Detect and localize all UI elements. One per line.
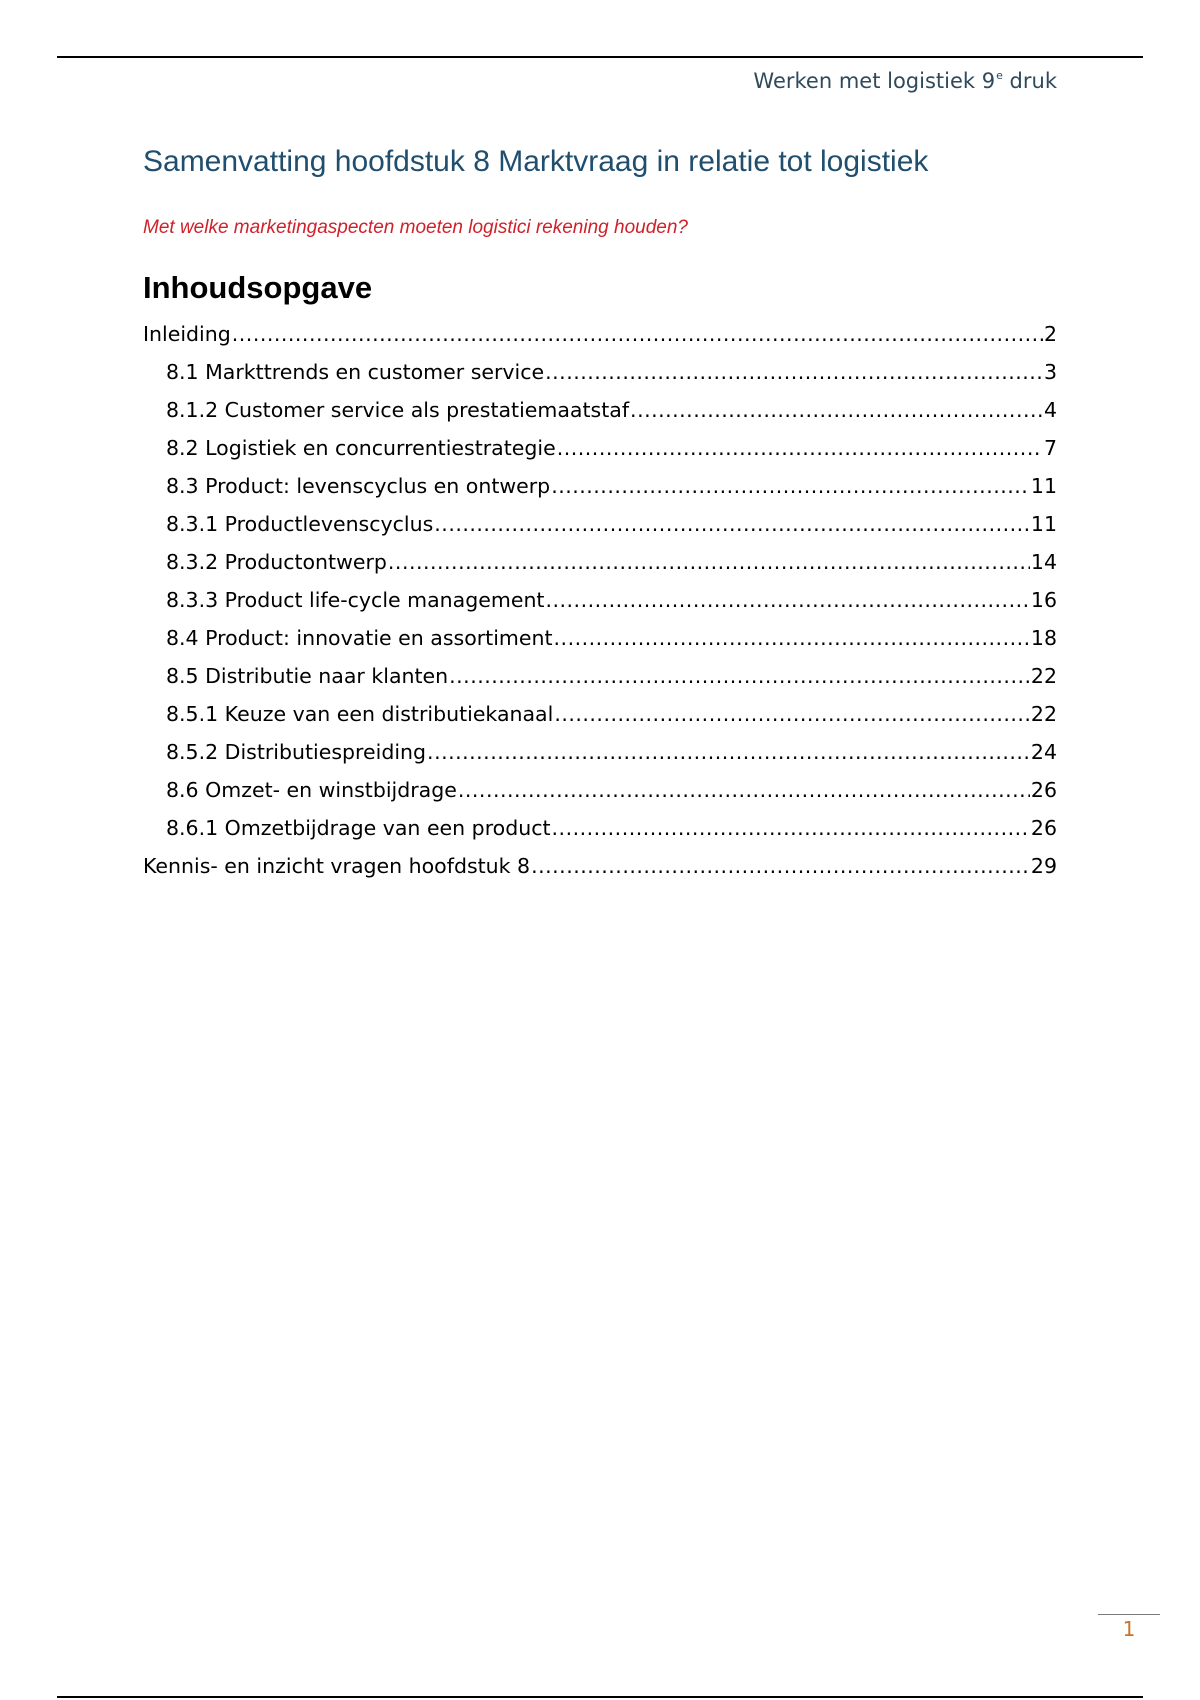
toc-entry-label: 8.5.1 Keuze van een distributiekanaal bbox=[166, 702, 554, 726]
toc-dot-leader bbox=[427, 733, 1030, 771]
toc-entry[interactable] bbox=[143, 543, 1057, 581]
toc-dot-leader bbox=[388, 543, 1030, 581]
toc-entry[interactable] bbox=[143, 581, 1057, 619]
toc-entry[interactable] bbox=[143, 353, 1057, 391]
toc-entry-label: 8.3.2 Productontwerp bbox=[166, 550, 387, 574]
toc-entry-page: 22 bbox=[1030, 702, 1057, 726]
toc-entry-page: 22 bbox=[1030, 664, 1057, 688]
toc-entry[interactable] bbox=[143, 505, 1057, 543]
toc-entry-label: 8.1 Markttrends en customer service bbox=[166, 360, 545, 384]
toc-entry[interactable] bbox=[143, 695, 1057, 733]
toc-entry-page: 24 bbox=[1030, 740, 1057, 764]
toc-entry-page: 14 bbox=[1030, 550, 1057, 574]
toc-entry-page: 3 bbox=[1043, 360, 1057, 384]
toc-entry-label: 8.5 Distributie naar klanten bbox=[166, 664, 449, 688]
toc-entry-label: 8.6.1 Omzetbijdrage van een product bbox=[166, 816, 551, 840]
toc-dot-leader bbox=[557, 429, 1043, 467]
toc-entry-page: 29 bbox=[1030, 854, 1057, 878]
toc-entry-page: 11 bbox=[1030, 474, 1057, 498]
toc-dot-leader bbox=[531, 847, 1030, 885]
toc-dot-leader bbox=[551, 467, 1030, 505]
toc-heading: Inhoudsopgave bbox=[143, 270, 373, 305]
toc-entry-page: 26 bbox=[1030, 816, 1057, 840]
edition-superscript: e bbox=[996, 69, 1003, 82]
toc-entry-label: 8.3 Product: levenscyclus en ontwerp bbox=[166, 474, 551, 498]
table-of-contents bbox=[143, 315, 1057, 885]
toc-dot-leader bbox=[554, 695, 1030, 733]
toc-entry-label: 8.1.2 Customer service als prestatiemaatstaf bbox=[166, 398, 630, 422]
toc-dot-leader bbox=[232, 315, 1043, 353]
toc-dot-leader bbox=[545, 353, 1043, 391]
toc-entry-page: 26 bbox=[1030, 778, 1057, 802]
toc-entry-label: 8.4 Product: innovatie en assortiment bbox=[166, 626, 553, 650]
toc-dot-leader bbox=[434, 505, 1030, 543]
toc-entry[interactable] bbox=[143, 733, 1057, 771]
toc-dot-leader bbox=[554, 619, 1030, 657]
toc-entry-label: 8.6 Omzet- en winstbijdrage bbox=[166, 778, 457, 802]
toc-entry-label: Inleiding bbox=[143, 322, 231, 346]
toc-dot-leader bbox=[458, 771, 1030, 809]
toc-entry-page: 2 bbox=[1043, 322, 1057, 346]
document-title: Samenvatting hoofdstuk 8 Marktvraag in relatie tot logistiek bbox=[143, 145, 929, 178]
toc-dot-leader bbox=[545, 581, 1029, 619]
toc-entry-label: 8.3.3 Product life-cycle management bbox=[166, 588, 545, 612]
toc-entry-page: 4 bbox=[1043, 398, 1057, 422]
toc-entry[interactable] bbox=[143, 467, 1057, 505]
toc-entry[interactable] bbox=[143, 391, 1057, 429]
toc-entry[interactable] bbox=[143, 847, 1057, 885]
toc-dot-leader bbox=[552, 809, 1030, 847]
toc-entry-label: Kennis- en inzicht vragen hoofdstuk 8 bbox=[143, 854, 531, 878]
toc-entry-page: 11 bbox=[1030, 512, 1057, 536]
toc-dot-leader bbox=[449, 657, 1030, 695]
page-number: 1 bbox=[1122, 1617, 1136, 1641]
toc-entry[interactable] bbox=[143, 657, 1057, 695]
toc-entry[interactable] bbox=[143, 619, 1057, 657]
toc-entry-page: 7 bbox=[1043, 436, 1057, 460]
toc-entry-label: 8.3.1 Productlevenscyclus bbox=[166, 512, 434, 536]
toc-dot-leader bbox=[630, 391, 1043, 429]
toc-entry[interactable] bbox=[143, 771, 1057, 809]
toc-entry-page: 16 bbox=[1030, 588, 1057, 612]
running-header-title: Werken met logistiek 9 bbox=[753, 69, 996, 93]
toc-entry[interactable] bbox=[143, 429, 1057, 467]
running-header bbox=[753, 69, 1057, 93]
guiding-question: Met welke marketingaspecten moeten logistici rekening houden? bbox=[143, 217, 688, 238]
page-number-rule bbox=[1098, 1614, 1160, 1615]
toc-entry-page: 18 bbox=[1030, 626, 1057, 650]
toc-entry-label: 8.5.2 Distributiespreiding bbox=[166, 740, 427, 764]
header-rule bbox=[57, 56, 1143, 58]
toc-entry[interactable] bbox=[143, 809, 1057, 847]
footer-rule bbox=[57, 1696, 1143, 1698]
toc-entry[interactable] bbox=[143, 315, 1057, 353]
toc-entry-label: 8.2 Logistiek en concurrentiestrategie bbox=[166, 436, 556, 460]
running-header-suffix: druk bbox=[1002, 69, 1057, 93]
